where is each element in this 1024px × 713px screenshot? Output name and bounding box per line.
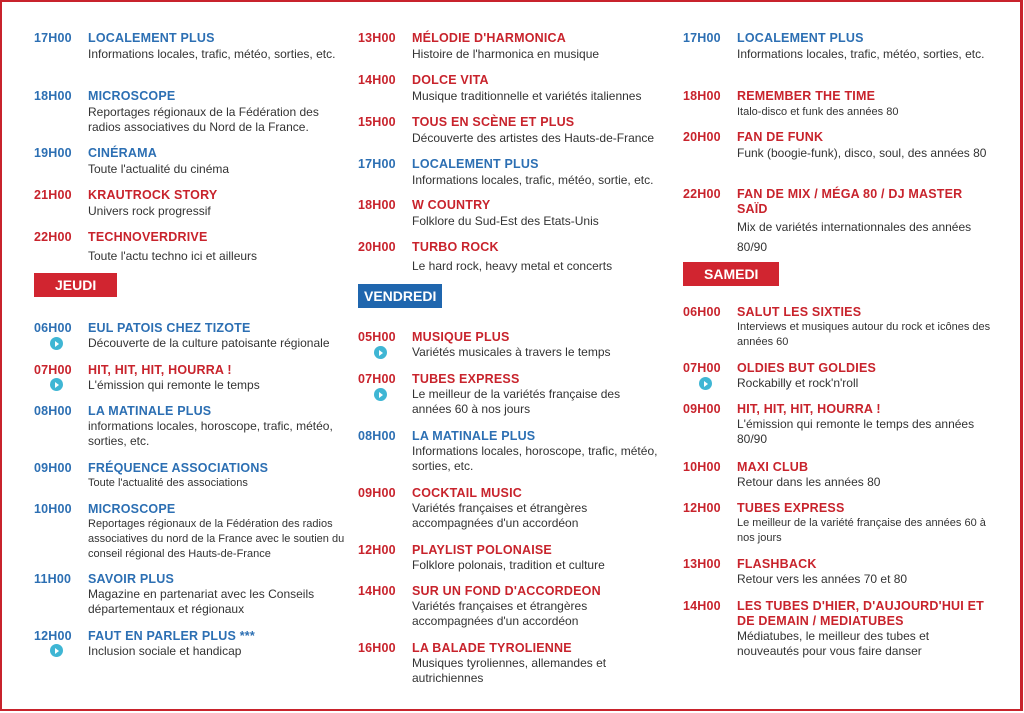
program-title: MICROSCOPE [88, 502, 176, 516]
play-icon[interactable] [374, 346, 387, 359]
program-time: 21H00 [34, 188, 72, 202]
program-time: 08H00 [34, 404, 72, 418]
program-time: 07H00 [34, 363, 72, 377]
day-badge-vendredi: VENDREDI [358, 284, 442, 308]
program-time: 06H00 [683, 305, 721, 319]
program-time: 20H00 [683, 130, 721, 144]
program-desc: Le meilleur de la variété française des années 60 à nos jours [737, 517, 986, 544]
program-title: FAUT EN PARLER PLUS *** [88, 629, 255, 643]
program-time: 18H00 [358, 198, 396, 212]
program-time: 09H00 [683, 402, 721, 416]
program-title: TURBO ROCK [412, 240, 499, 254]
program-desc: Informations locales, trafic, météo, sortie, etc. [412, 173, 654, 187]
program-desc: Variétés françaises et étrangères accompagnées d'un accordéon [412, 599, 588, 628]
program-time: 22H00 [34, 230, 72, 244]
program-desc: Folklore du Sud-Est des Etats-Unis [412, 214, 599, 228]
program-time: 13H00 [358, 31, 396, 45]
program-time: 14H00 [683, 599, 721, 613]
program-time: 07H00 [683, 361, 721, 375]
program-time: 16H00 [358, 641, 396, 655]
program-desc: Musique traditionnelle et variétés italiennes [412, 89, 642, 103]
program-title: LES TUBES D'HIER, D'AUJOURD'HUI ET DE DEMAIN / MEDIATUBES [737, 599, 984, 628]
program-desc: Mix de variétés internationnales des années 80/90 [737, 220, 972, 254]
program-time: 11H00 [34, 572, 72, 586]
program-title: MÉLODIE D'HARMONICA [412, 31, 566, 45]
program-time: 10H00 [683, 460, 721, 474]
program-title: LA BALADE TYROLIENNE [412, 641, 572, 655]
day-badge-jeudi: JEUDI [34, 273, 117, 297]
program-title: MAXI CLUB [737, 460, 809, 474]
program-title: LOCALEMENT PLUS [88, 31, 215, 45]
program-time: 17H00 [358, 157, 396, 171]
program-desc: Découverte de la culture patoisante régionale [88, 336, 330, 350]
program-desc: Informations locales, trafic, météo, sorties, etc. [88, 47, 336, 61]
program-title: MUSIQUE PLUS [412, 330, 510, 344]
program-time: 06H00 [34, 321, 72, 335]
program-desc: Inclusion sociale et handicap [88, 644, 242, 658]
program-title: OLDIES BUT GOLDIES [737, 361, 877, 375]
program-title: CINÉRAMA [88, 146, 157, 160]
program-title: TUBES EXPRESS [737, 501, 845, 515]
program-time: 17H00 [683, 31, 721, 45]
program-time: 09H00 [34, 461, 72, 475]
program-desc: Informations locales, trafic, météo, sorties, etc. [737, 47, 985, 61]
program-title: TECHNOVERDRIVE [88, 230, 208, 244]
program-title: HIT, HIT, HIT, HOURRA ! [737, 402, 881, 416]
program-desc: Retour vers les années 70 et 80 [737, 572, 908, 586]
program-title: W COUNTRY [412, 198, 491, 212]
program-time: 19H00 [34, 146, 72, 160]
play-icon[interactable] [374, 388, 387, 401]
program-desc: Variétés françaises et étrangères accompagnées d'un accordéon [412, 501, 588, 530]
program-desc: Italo-disco et funk des années 80 [737, 106, 899, 118]
program-time: 12H00 [683, 501, 721, 515]
play-icon[interactable] [50, 337, 63, 350]
play-icon[interactable] [50, 644, 63, 657]
program-desc: L'émission qui remonte le temps [88, 378, 260, 392]
program-desc: Découverte des artistes des Hauts-de-France [412, 131, 655, 145]
play-icon[interactable] [699, 377, 712, 390]
program-desc: L'émission qui remonte le temps des années 80/90 [737, 417, 975, 446]
program-time: 15H00 [358, 115, 396, 129]
program-time: 08H00 [358, 429, 396, 443]
program-desc: Reportages régionaux de la Fédération des radios associatives du Nord de la France. [88, 105, 319, 134]
program-time: 12H00 [358, 543, 396, 557]
program-title: DOLCE VITA [412, 73, 489, 87]
program-time: 14H00 [358, 584, 396, 598]
program-time: 09H00 [358, 486, 396, 500]
program-time: 18H00 [34, 89, 72, 103]
program-title: FAN DE FUNK [737, 130, 824, 144]
program-time: 20H00 [358, 240, 396, 254]
program-title: HIT, HIT, HIT, HOURRA ! [88, 363, 232, 377]
program-desc: Magazine en partenariat avec les Conseils départementaux et régionaux [88, 587, 315, 616]
program-desc: Musiques tyroliennes, allemandes et autrichiennes [412, 656, 607, 685]
program-title: TUBES EXPRESS [412, 372, 520, 386]
program-title: LOCALEMENT PLUS [412, 157, 539, 171]
program-title: LA MATINALE PLUS [88, 404, 212, 418]
program-desc: Histoire de l'harmonica en musique [412, 47, 600, 61]
program-title: MICROSCOPE [88, 89, 176, 103]
program-desc: Reportages régionaux de la Fédération des radios associatives du nord de la France avec le soutien du conseil régional des Hauts-de-France [88, 518, 345, 560]
program-time: 07H00 [358, 372, 396, 386]
day-badge-samedi: SAMEDI [683, 262, 779, 286]
program-time: 13H00 [683, 557, 721, 571]
program-time: 22H00 [683, 187, 721, 201]
program-title: COCKTAIL MUSIC [412, 486, 522, 500]
program-time: 05H00 [358, 330, 396, 344]
program-desc: informations locales, horoscope, trafic, météo, sorties, etc. [88, 419, 333, 448]
program-title: LOCALEMENT PLUS [737, 31, 864, 45]
program-desc: Retour dans les années 80 [737, 475, 881, 489]
program-title: SALUT LES SIXTIES [737, 305, 862, 319]
program-time: 12H00 [34, 629, 72, 643]
program-time: 17H00 [34, 31, 72, 45]
program-desc: Rockabilly et rock'n'roll [737, 376, 859, 390]
program-time: 14H00 [358, 73, 396, 87]
program-title: KRAUTROCK STORY [88, 188, 218, 202]
program-desc: Folklore polonais, tradition et culture [412, 558, 605, 572]
program-title: LA MATINALE PLUS [412, 429, 536, 443]
play-icon[interactable] [50, 378, 63, 391]
program-desc: Médiatubes, le meilleur des tubes et nouveautés pour vous faire danser [737, 629, 930, 658]
program-desc: Toute l'actualité des associations [88, 477, 248, 489]
program-title: FLASHBACK [737, 557, 817, 571]
program-desc: Variétés musicales à travers le temps [412, 345, 611, 359]
program-title: SUR UN FOND D'ACCORDEON [412, 584, 601, 598]
program-desc: Univers rock progressif [88, 204, 211, 218]
program-title: REMEMBER THE TIME [737, 89, 876, 103]
program-time: 18H00 [683, 89, 721, 103]
program-title: SAVOIR PLUS [88, 572, 175, 586]
program-title: TOUS EN SCÈNE ET PLUS [412, 115, 575, 129]
program-desc: Le hard rock, heavy metal et concerts [412, 259, 613, 273]
program-title: EUL PATOIS CHEZ TIZOTE [88, 321, 251, 335]
program-title: PLAYLIST POLONAISE [412, 543, 552, 557]
program-desc: Toute l'actualité du cinéma [88, 162, 230, 176]
program-desc: Toute l'actu techno ici et ailleurs [88, 249, 258, 263]
program-desc: Le meilleur de la variétés française des années 60 à nos jours [412, 387, 621, 416]
program-time: 10H00 [34, 502, 72, 516]
program-desc: Interviews et musiques autour du rock et icônes des années 60 [737, 321, 991, 348]
program-title: FRÉQUENCE ASSOCIATIONS [88, 461, 269, 475]
program-desc: Funk (boogie-funk), disco, soul, des années 80 [737, 146, 987, 160]
program-desc: Informations locales, horoscope, trafic, météo, sorties, etc. [412, 444, 658, 473]
program-title: FAN DE MIX / MÉGA 80 / DJ MASTER SAÏD [737, 187, 963, 216]
